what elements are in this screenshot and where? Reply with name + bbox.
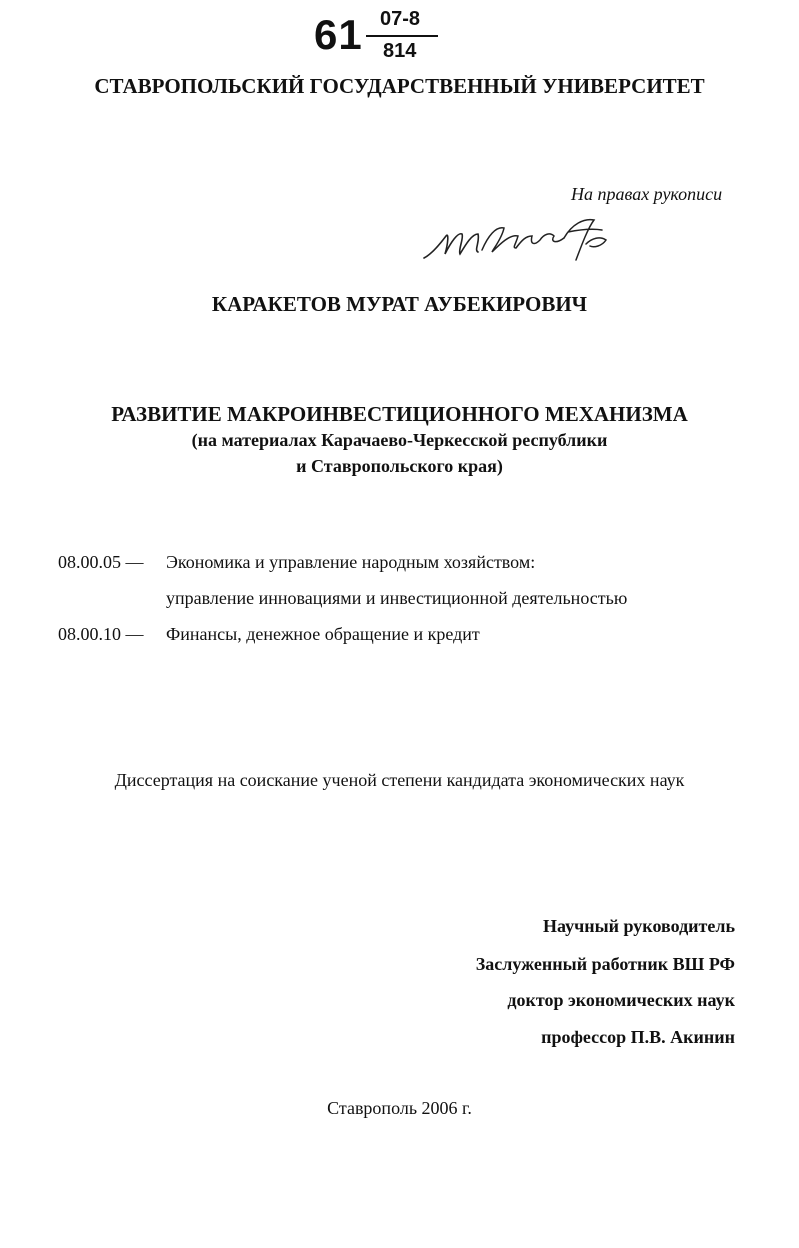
specialty-name-continued: управление инновациями и инвестиционной деятельностью (166, 588, 628, 608)
degree-statement: Диссертация на соискание ученой степени кандидата экономических наук (114, 770, 685, 790)
catalog-stamp-fraction-bar (366, 35, 438, 37)
manuscript-note: На правах рукописи (571, 184, 723, 204)
supervisor-name: профессор П.В. Акинин (541, 1027, 735, 1047)
specialty-code: 08.00.10 — (58, 624, 144, 644)
city-year: Ставрополь 2006 г. (327, 1098, 472, 1118)
catalog-stamp-numerator: 07-8 (380, 8, 421, 30)
author-name: КАРАКЕТОВ МУРАТ АУБЕКИРОВИЧ (211, 292, 588, 316)
dissertation-subtitle-line-1: (на материалах Карачаево-Черкесской республики (191, 430, 608, 450)
supervisor-honor: Заслуженный работник ВШ РФ (475, 954, 735, 974)
dissertation-subtitle-line-2: и Ставропольского края) (296, 456, 503, 476)
supervisor-degree: доктор экономических наук (507, 990, 735, 1010)
university-name: СТАВРОПОЛЬСКИЙ ГОСУДАРСТВЕННЫЙ УНИВЕРСИТЕТ (94, 74, 705, 98)
specialty-name: Финансы, денежное обращение и кредит (166, 624, 480, 644)
specialty-code: 08.00.05 — (58, 552, 144, 572)
catalog-stamp-denominator: 814 (383, 40, 417, 62)
author-signature (418, 214, 618, 268)
dissertation-title: РАЗВИТИЕ МАКРОИНВЕСТИЦИОННОГО МЕХАНИЗМА (111, 402, 688, 426)
supervisor-role: Научный руководитель (543, 916, 735, 936)
specialty-name: Экономика и управление народным хозяйством: (166, 552, 536, 572)
catalog-stamp-prefix: 61 (314, 11, 363, 58)
